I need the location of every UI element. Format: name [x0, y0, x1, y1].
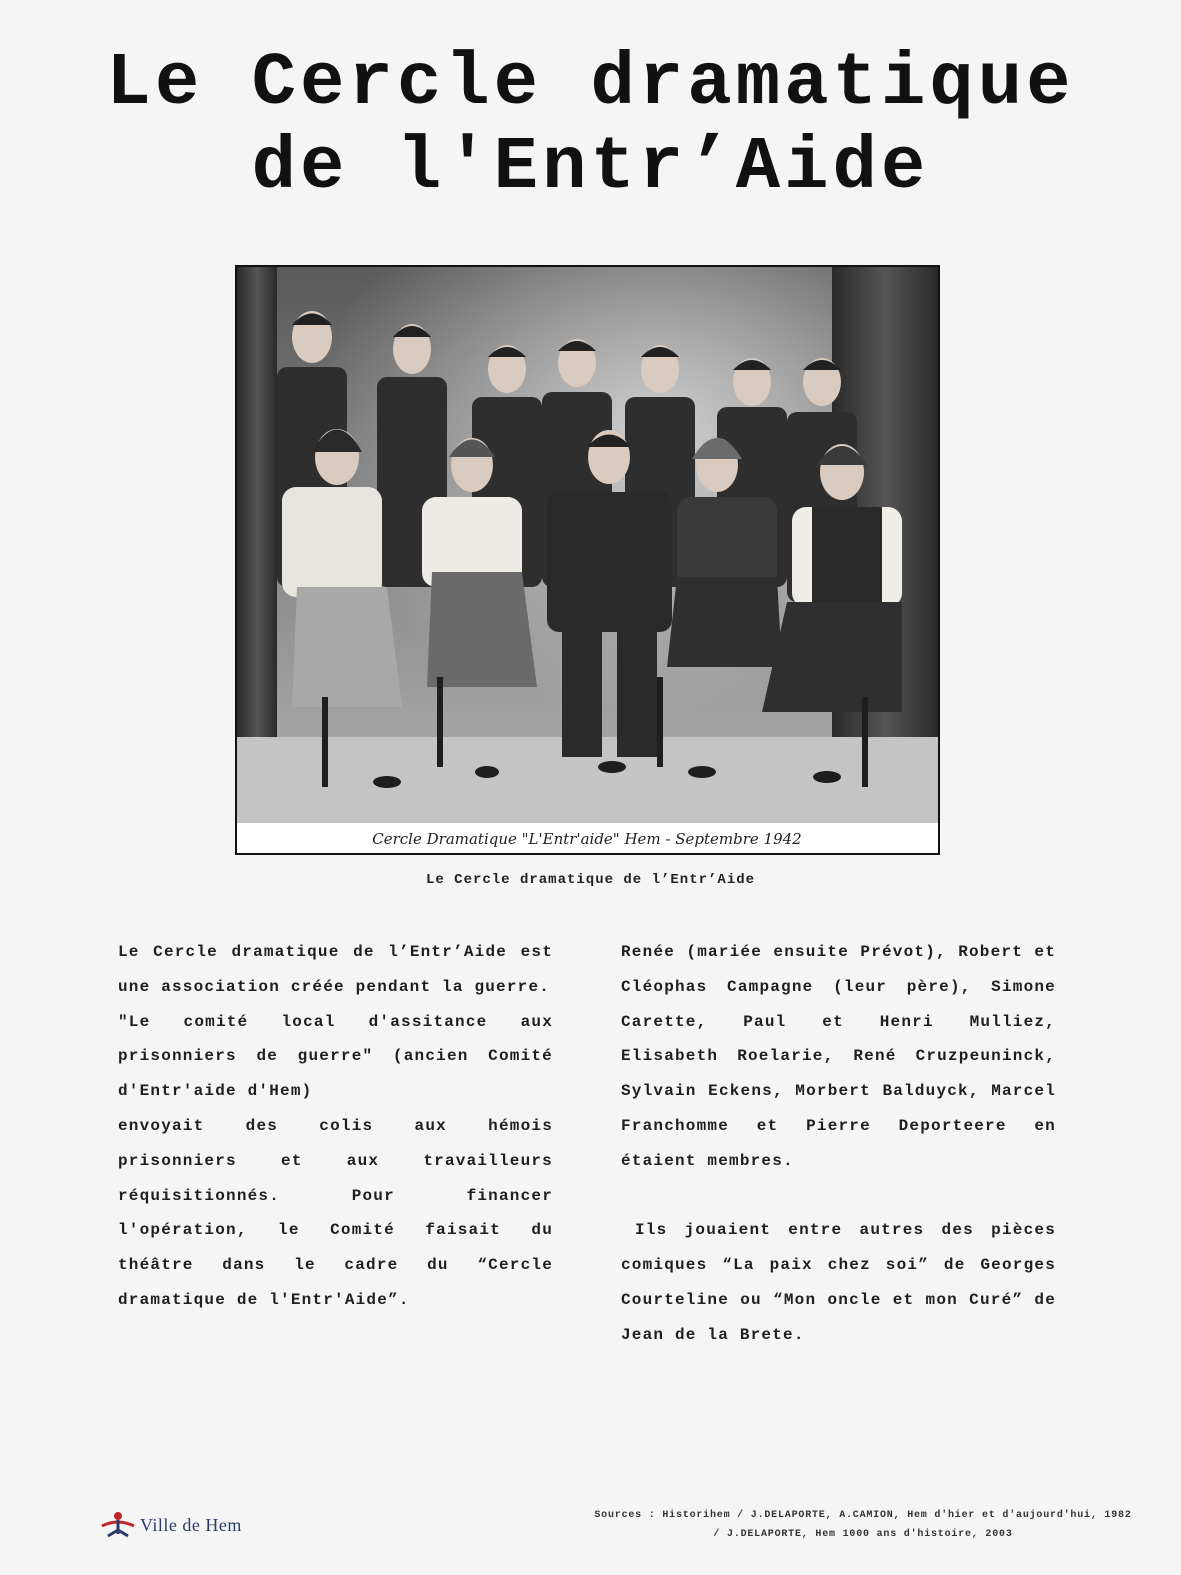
- right-paragraph-plays: Ils jouaient entre autres des pièces comiques “La paix chez soi” de Georges Courteline ou “Mon oncle et mon Curé” de Jean de la Brete.: [621, 1221, 1056, 1344]
- left-paragraph-3: envoyait des colis aux hémois prisonniers et aux travailleurs réquisitionnés. Pour financer l'opération, le Comité faisait du théâtre dans le cadre du “Cercle dramatique de l'Entr'Aide”.: [118, 1116, 553, 1309]
- left-paragraph-2: "Le comité local d'assitance aux prisonniers de guerre" (ancien Comité d'Entr'aide d'Hem): [118, 1012, 553, 1101]
- title-line-2: de l'Entr’Aide: [251, 126, 930, 210]
- left-paragraph-1: Le Cercle dramatique de l’Entr’Aide est une association créée pendant la guerre.: [118, 943, 553, 996]
- sources-note: [583, 1506, 1143, 1544]
- group-photo-image: [237, 267, 938, 853]
- sources-line-2: / J.DELAPORTE, Hem 1000 ans d'histoire, 2003: [713, 1529, 1013, 1540]
- sources-line-1: Sources : Historihem / J.DELAPORTE, A.CAMION, Hem d'hier et d'aujourd'hui, 1982: [594, 1510, 1132, 1521]
- right-text-column: [621, 935, 1056, 1353]
- hem-emblem-icon: [100, 1510, 138, 1540]
- paragraph-spacer: [621, 1179, 1056, 1214]
- ville-de-hem-logo: [100, 1510, 242, 1540]
- right-paragraph-members: Renée (mariée ensuite Prévot), Robert et Cléophas Campagne (leur père), Simone Carette, Paul et Henri Mulliez, Elisabeth Roelarie, René Cruzpeuninck, Sylvain Eckens, Morbert Balduyck, Marcel Franchomme et Pierre Deporteere en étaient membres.: [621, 943, 1056, 1170]
- logo-text: Ville de Hem: [140, 1514, 242, 1535]
- photo-caption: Le Cercle dramatique de l’Entr’Aide: [425, 872, 756, 888]
- photo-handwritten-caption: Cercle Dramatique "L'Entr'aide" Hem - Septembre 1942: [372, 830, 802, 848]
- left-text-column: [118, 935, 553, 1318]
- page-title: [0, 42, 1181, 210]
- group-photograph: [235, 265, 940, 855]
- title-line-1: Le Cercle dramatique: [106, 42, 1075, 126]
